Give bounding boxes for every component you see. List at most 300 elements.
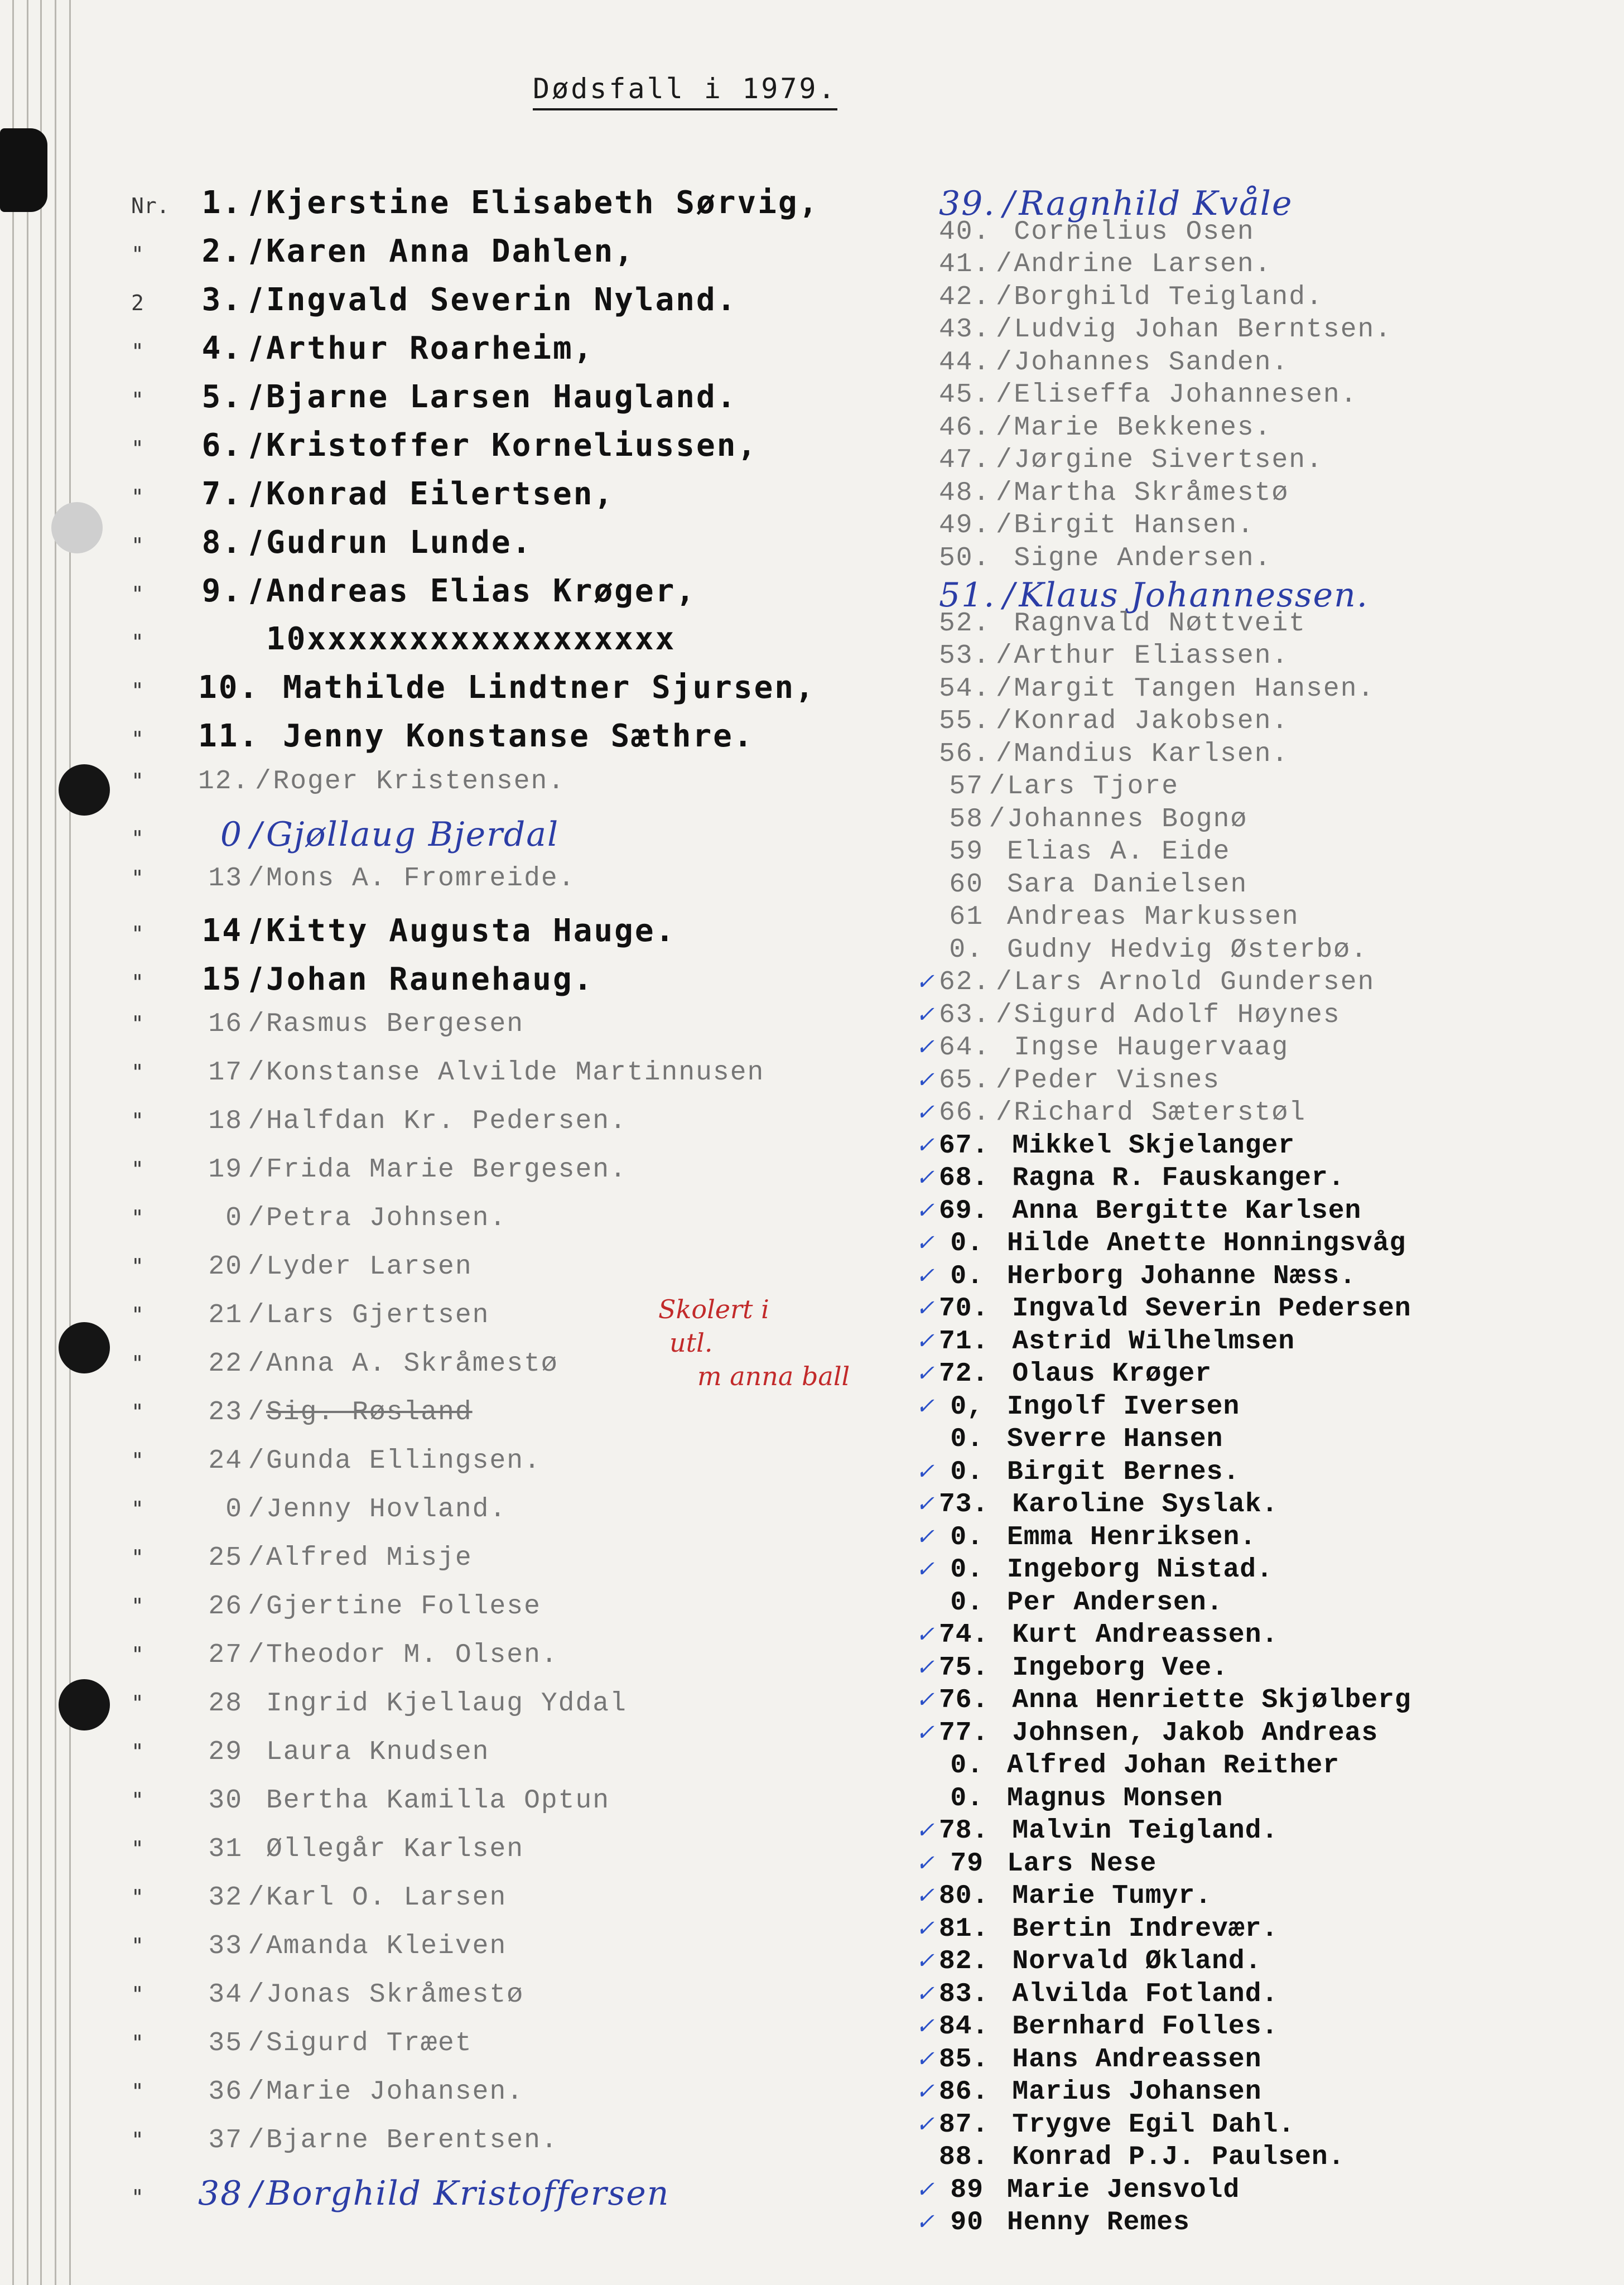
ditto-mark: "	[131, 1739, 144, 1764]
entry-number: 26	[208, 1592, 243, 1622]
death-entry	[870, 217, 1612, 250]
check-mark: ✓	[915, 1556, 934, 1582]
entry-number: 0,	[950, 1391, 984, 1422]
entry-name: Ragnhild Kvåle	[1019, 184, 1293, 223]
check-mark: ✓	[915, 2176, 934, 2202]
tick-mark: /	[248, 1203, 266, 1233]
entry-name: Andrine Larsen.	[1014, 249, 1272, 279]
tick-mark: /	[250, 233, 263, 269]
tick-mark: /	[250, 572, 263, 609]
entry-name: Karoline Syslak.	[1012, 1489, 1279, 1520]
entry-number: 52.	[939, 608, 991, 639]
death-entry	[870, 348, 1612, 380]
tick-mark: /	[996, 412, 1013, 443]
ditto-mark: "	[131, 339, 144, 364]
tick-mark: /	[250, 961, 263, 997]
entry-number: 36	[208, 2077, 243, 2107]
tick-mark: /	[996, 739, 1013, 769]
death-entry	[131, 718, 884, 767]
death-entry	[870, 1849, 1612, 1882]
entry-name: Ingvald Severin Nyland.	[266, 282, 738, 318]
death-entry	[870, 2045, 1612, 2077]
death-entry	[870, 1261, 1612, 1294]
entry-name: Halfdan Kr. Pedersen.	[266, 1106, 627, 1136]
check-mark: ✓	[915, 1491, 934, 1517]
entry-name: Lars Gjertsen	[266, 1300, 490, 1330]
check-mark: ✓	[915, 1100, 934, 1125]
entry-number: 88.	[939, 2142, 989, 2172]
entry-name: Amanda Kleiven	[266, 1931, 507, 1961]
entry-name: Ingrid Kjellaug Yddal	[266, 1689, 627, 1719]
death-entry	[131, 1106, 884, 1155]
tick-mark: /	[996, 641, 1013, 671]
entry-number: 11.	[198, 718, 260, 754]
death-entry	[870, 739, 1612, 772]
check-mark: ✓	[915, 1001, 934, 1028]
tick-mark: /	[248, 1495, 266, 1525]
tick-mark: /	[248, 1980, 266, 2010]
death-entry	[131, 1446, 884, 1495]
entry-number: 56.	[939, 739, 991, 769]
death-entry	[870, 772, 1612, 804]
entry-number: 50.	[939, 543, 991, 573]
ditto-mark: "	[131, 533, 144, 558]
entry-number: 81.	[939, 1913, 989, 1944]
check-mark: ✓	[915, 1262, 934, 1289]
ditto-mark: "	[131, 922, 144, 946]
entry-number: 39.	[939, 184, 996, 223]
death-entry	[870, 184, 1612, 223]
entry-number: 38	[198, 2174, 243, 2213]
entry-number: 15	[201, 961, 243, 997]
death-entry	[870, 935, 1612, 968]
entry-number: 45.	[939, 380, 991, 410]
margin-note: Skolert i	[658, 1294, 769, 1324]
entry-number: 0.	[950, 1751, 984, 1781]
entry-number: 84.	[939, 2012, 989, 2042]
punch-hole	[59, 764, 110, 816]
page-title: Dødsfall i 1979.	[533, 73, 837, 110]
death-entry	[131, 1058, 884, 1106]
entry-number: 86.	[939, 2077, 989, 2107]
check-mark: ✓	[915, 1948, 934, 1974]
entry-name: Kitty Augusta Hauge.	[266, 913, 676, 949]
entry-number: 0.	[950, 1783, 984, 1814]
death-entry	[870, 445, 1612, 478]
entry-name: Eliseffa Johannesen.	[1014, 380, 1358, 410]
entry-number: 19	[208, 1155, 243, 1185]
ditto-mark: "	[131, 1885, 144, 1910]
entry-name: Bjarne Larsen Haugland.	[266, 379, 738, 415]
tick-mark: /	[248, 864, 266, 894]
entry-name: Rasmus Bergesen	[266, 1009, 524, 1039]
entry-number: 62.	[939, 967, 991, 997]
entry-name: Andreas Markussen	[1007, 902, 1299, 932]
check-mark: ✓	[915, 1687, 934, 1713]
punch-hole	[59, 1679, 110, 1730]
ditto-mark: "	[131, 1545, 144, 1570]
check-mark: ✓	[915, 1295, 934, 1321]
check-mark: ✓	[915, 1915, 934, 1941]
entry-name: Gjøllaug Bjerdal	[266, 815, 560, 854]
death-entry	[131, 1592, 884, 1640]
ditto-mark: "	[131, 1108, 144, 1133]
death-entry	[870, 2077, 1612, 2110]
check-mark: ✓	[915, 1458, 934, 1484]
death-entry	[131, 1689, 884, 1737]
check-mark: ✓	[915, 1328, 934, 1354]
death-entry	[870, 1098, 1612, 1131]
death-entry	[131, 1737, 884, 1786]
death-entry	[870, 641, 1612, 674]
tick-mark: /	[996, 478, 1013, 508]
death-entry	[131, 1495, 884, 1543]
tick-mark: /	[248, 1397, 266, 1428]
death-entry	[870, 1327, 1612, 1360]
entry-name: Mons A. Fromreide.	[266, 864, 576, 894]
ditto-mark: "	[131, 2079, 144, 2104]
entry-number: 78.	[939, 1816, 989, 1846]
left-column-list	[131, 184, 884, 2223]
ditto-mark: "	[131, 769, 144, 793]
death-entry	[870, 1588, 1612, 1621]
punch-hole	[51, 502, 103, 553]
death-entry	[870, 2142, 1612, 2175]
ditto-mark: "	[131, 1497, 144, 1521]
entry-number: 0	[220, 815, 243, 854]
tick-mark: /	[996, 249, 1013, 279]
entry-number: 41.	[939, 249, 991, 279]
entry-number: 12.	[198, 767, 250, 797]
check-mark: ✓	[915, 1883, 934, 1908]
ditto-mark: "	[131, 1351, 144, 1376]
tick-mark: /	[996, 706, 1013, 736]
tick-mark: /	[248, 1883, 266, 1913]
entry-name: Malvin Teigland.	[1012, 1816, 1279, 1846]
entry-name: Marie Jensvold	[1007, 2175, 1240, 2205]
entry-number: 65.	[939, 1065, 991, 1096]
entry-name: Alfred Johan Reither	[1007, 1751, 1340, 1781]
tick-mark: /	[996, 1098, 1013, 1128]
check-mark: ✓	[915, 1034, 934, 1060]
entry-number: 23	[208, 1397, 243, 1428]
ditto-mark: "	[131, 1836, 144, 1861]
death-entry	[870, 609, 1612, 642]
tick-mark: /	[996, 347, 1013, 378]
entry-number: 82.	[939, 1946, 989, 1977]
entry-name: Olaus Krøger	[1012, 1359, 1212, 1389]
entry-number: 7.	[201, 476, 243, 512]
ditto-mark: "	[131, 1157, 144, 1182]
ditto-mark: "	[131, 1982, 144, 2007]
entry-number: 27	[208, 1640, 243, 1670]
entry-name: Hilde Anette Honningsvåg	[1007, 1228, 1406, 1259]
entry-name: Jørgine Sivertsen.	[1014, 445, 1323, 475]
entry-number: 31	[208, 1834, 243, 1864]
death-entry	[131, 1883, 884, 1931]
death-entry	[870, 1620, 1612, 1653]
entry-name: Mathilde Lindtner Sjursen,	[283, 669, 816, 706]
death-entry	[131, 1786, 884, 1834]
entry-name: Alvilda Fotland.	[1012, 1979, 1279, 2009]
death-entry	[870, 1294, 1612, 1327]
entry-number: 0	[225, 1203, 243, 1233]
check-mark: ✓	[915, 1524, 934, 1550]
entry-name: Johan Raunehaug.	[266, 961, 594, 997]
entry-number: 0.	[950, 1424, 984, 1454]
entry-name: Ingvald Severin Pedersen	[1012, 1294, 1411, 1324]
ditto-mark: "	[131, 1788, 144, 1812]
check-mark: ✓	[915, 2046, 934, 2072]
entry-name: Bjarne Berentsen.	[266, 2125, 558, 2156]
entry-number: 48.	[939, 478, 991, 508]
entry-number: 69.	[939, 1195, 989, 1226]
check-mark: ✓	[915, 969, 934, 995]
entry-name: Astrid Wilhelmsen	[1012, 1326, 1295, 1357]
tick-mark: /	[248, 2028, 266, 2059]
entry-name: Borghild Kristoffersen	[266, 2174, 670, 2213]
death-entry	[131, 1980, 884, 2028]
entry-name: Arthur Eliassen.	[1014, 641, 1289, 671]
entry-number: 0.	[950, 1261, 984, 1291]
margin-note: utl.	[669, 1328, 713, 1358]
death-entry	[870, 1424, 1612, 1457]
tick-mark: /	[996, 380, 1013, 410]
entry-name: Klaus Johannessen.	[1019, 576, 1368, 615]
entry-name: Kristoffer Korneliussen,	[266, 427, 758, 464]
tick-mark: /	[996, 445, 1013, 475]
entry-number: 87.	[939, 2109, 989, 2140]
entry-number: 61	[949, 902, 984, 932]
ditto-mark: "	[131, 1254, 144, 1279]
entry-name: Konrad P.J. Paulsen.	[1012, 2142, 1345, 2172]
death-entry	[870, 413, 1612, 446]
entry-name: Signe Andersen.	[1014, 543, 1272, 573]
entry-name: Gudny Hedvig Østerbø.	[1007, 934, 1368, 965]
entry-number: 59	[949, 837, 984, 867]
ditto-mark: "	[131, 826, 144, 851]
entry-name: Andreas Elias Krøger,	[266, 573, 697, 609]
tick-mark: /	[989, 772, 1006, 802]
entry-number: 30	[208, 1786, 243, 1816]
ditto-mark: "	[131, 727, 144, 751]
entry-number: 10.	[198, 669, 260, 706]
check-mark: ✓	[915, 1230, 934, 1256]
binder-clip-top	[0, 128, 47, 212]
death-entry	[870, 1946, 1612, 1979]
tick-mark: /	[250, 427, 263, 464]
tick-mark: /	[250, 475, 263, 512]
entry-name: Sig. Røsland	[266, 1397, 473, 1428]
death-entry	[870, 1914, 1612, 1947]
entry-number: 80.	[939, 1881, 989, 1911]
entry-number: 83.	[939, 1979, 989, 2009]
check-mark: ✓	[915, 1719, 934, 1746]
entry-number: 24	[208, 1446, 243, 1476]
death-entry	[131, 1203, 884, 1252]
ditto-mark: "	[131, 242, 144, 267]
tick-mark: /	[250, 281, 263, 318]
entry-name: Bertha Kamilla Optun	[266, 1786, 610, 1816]
entry-number: 90	[950, 2207, 984, 2238]
death-entry	[131, 2077, 884, 2125]
death-entry	[870, 1131, 1612, 1164]
check-mark: ✓	[915, 1393, 934, 1419]
death-entry	[870, 2012, 1612, 2045]
entry-number: 76.	[939, 1685, 989, 1715]
tick-mark: /	[248, 2125, 266, 2156]
entry-name: Laura Knudsen	[266, 1737, 490, 1767]
tick-mark: /	[250, 184, 263, 221]
entry-number: 70.	[939, 1294, 989, 1324]
entry-number: 32	[208, 1883, 243, 1913]
tick-mark: /	[1003, 184, 1016, 223]
death-entry	[870, 1000, 1612, 1033]
tick-mark: /	[248, 1058, 266, 1088]
entry-name: Lyder Larsen	[266, 1252, 473, 1282]
tick-mark: /	[996, 1000, 1013, 1030]
death-entry	[131, 1009, 884, 1058]
ditto-mark: 2	[131, 291, 144, 315]
entry-name: Herborg Johanne Næss.	[1007, 1261, 1356, 1291]
death-entry	[870, 1359, 1612, 1392]
entry-name: Konrad Jakobsen.	[1014, 706, 1289, 736]
entry-name: Frida Marie Bergesen.	[266, 1155, 627, 1185]
death-entry	[131, 2125, 884, 2174]
entry-name: Anna Bergitte Karlsen	[1012, 1195, 1362, 1226]
check-mark: ✓	[915, 1197, 934, 1223]
entry-name: Johnsen, Jakob Andreas	[1012, 1718, 1379, 1748]
entry-number: 3.	[201, 282, 243, 318]
death-entry	[870, 1392, 1612, 1425]
death-entry	[131, 1155, 884, 1203]
entry-number: 14	[201, 913, 243, 949]
ditto-mark: "	[131, 388, 144, 412]
entry-name: Konstanse Alvilde Martinnusen	[266, 1058, 765, 1088]
death-entry	[870, 1783, 1612, 1816]
death-entry	[131, 2174, 884, 2223]
entry-name: Richard Sæterstøl	[1014, 1098, 1307, 1128]
death-entry	[131, 184, 884, 233]
check-mark: ✓	[915, 1622, 934, 1647]
tick-mark: /	[250, 330, 263, 367]
entry-name: Jonas Skråmestø	[266, 1980, 524, 2010]
entry-name: Elias A. Eide	[1007, 837, 1231, 867]
entry-name: Per Andersen.	[1007, 1587, 1223, 1618]
death-entry	[870, 674, 1612, 707]
death-entry	[870, 1816, 1612, 1849]
ditto-mark: "	[131, 1206, 144, 1230]
death-entry	[870, 1751, 1612, 1783]
entry-number: 53.	[939, 641, 991, 671]
ditto-mark: "	[131, 866, 144, 890]
entry-number: 16	[208, 1009, 243, 1039]
entry-number: 75.	[939, 1652, 989, 1683]
entry-name: Bernhard Folles.	[1012, 2012, 1279, 2042]
entry-number: 18	[208, 1106, 243, 1136]
ditto-mark: "	[131, 1011, 144, 1036]
entry-name: Arthur Roarheim,	[266, 330, 594, 367]
check-mark: ✓	[915, 2111, 934, 2137]
entry-name: Gjertine Follese	[266, 1592, 541, 1622]
ditto-mark: "	[131, 2185, 144, 2210]
death-entry	[870, 380, 1612, 413]
entry-number: 77.	[939, 1718, 989, 1748]
entry-number: 47.	[939, 445, 991, 475]
entry-number: 33	[208, 1931, 243, 1961]
death-entry	[131, 330, 884, 378]
tick-mark: /	[996, 510, 1013, 541]
entry-number: 60	[949, 869, 984, 900]
death-entry	[870, 2175, 1612, 2208]
check-mark: ✓	[915, 2013, 934, 2039]
death-entry	[870, 510, 1612, 543]
entry-name: Cornelius Osen	[1014, 216, 1255, 247]
ditto-mark: "	[131, 1691, 144, 1715]
death-entry	[131, 572, 884, 621]
death-entry	[870, 870, 1612, 903]
death-entry	[131, 669, 884, 718]
entry-number: 64.	[939, 1033, 991, 1063]
ditto-mark: "	[131, 2128, 144, 2152]
death-entry	[131, 864, 884, 912]
entry-name: Konrad Eilertsen,	[266, 476, 615, 512]
tick-mark: /	[250, 912, 263, 949]
entry-name: Ingeborg Nistad.	[1007, 1555, 1273, 1585]
entry-name: Norvald Økland.	[1012, 1946, 1262, 1977]
entry-number: 42.	[939, 282, 991, 312]
sheet-edges	[0, 0, 100, 2285]
entry-name: Karen Anna Dahlen,	[266, 233, 635, 269]
entry-number: 63.	[939, 1000, 991, 1030]
margin-note: m anna ball	[697, 1361, 850, 1391]
entry-number: 28	[208, 1689, 243, 1719]
entry-number: 5.	[201, 379, 243, 415]
entry-name: Ingse Haugervaag	[1014, 1033, 1289, 1063]
death-entry	[870, 804, 1612, 837]
entry-name: Hans Andreassen	[1012, 2044, 1262, 2075]
tick-mark: /	[250, 378, 263, 415]
entry-number: 40.	[939, 216, 991, 247]
entry-number: 74.	[939, 1620, 989, 1650]
death-entry	[870, 1457, 1612, 1490]
entry-number: 57	[949, 772, 984, 802]
entry-name: Marius Johansen	[1012, 2077, 1262, 2107]
entry-number: 17	[208, 1058, 243, 1088]
entry-number: 21	[208, 1300, 243, 1330]
tick-mark: /	[248, 1349, 266, 1379]
tick-mark: /	[250, 815, 263, 854]
entry-number: 54.	[939, 673, 991, 704]
entry-number: 0.	[950, 1587, 984, 1618]
entry-name: Borghild Teigland.	[1014, 282, 1323, 312]
tick-mark: /	[248, 1931, 266, 1961]
ditto-mark: "	[131, 678, 144, 703]
right-column-list	[870, 184, 1612, 2240]
entry-number: 35	[208, 2028, 243, 2059]
entry-name: Bertin Indrevær.	[1012, 1913, 1279, 1944]
entry-name: Sara Danielsen	[1007, 869, 1248, 900]
entry-number: 73.	[939, 1489, 989, 1520]
check-mark: ✓	[915, 1850, 934, 1876]
death-entry	[870, 282, 1612, 315]
entry-number: 58	[949, 804, 984, 835]
entry-name: Peder Visnes	[1014, 1065, 1221, 1096]
entry-name: Marie Johansen.	[266, 2077, 524, 2107]
entry-name: Jenny Hovland.	[266, 1495, 507, 1525]
entry-number: 44.	[939, 347, 991, 378]
entry-name: Lars Nese	[1007, 1848, 1157, 1879]
